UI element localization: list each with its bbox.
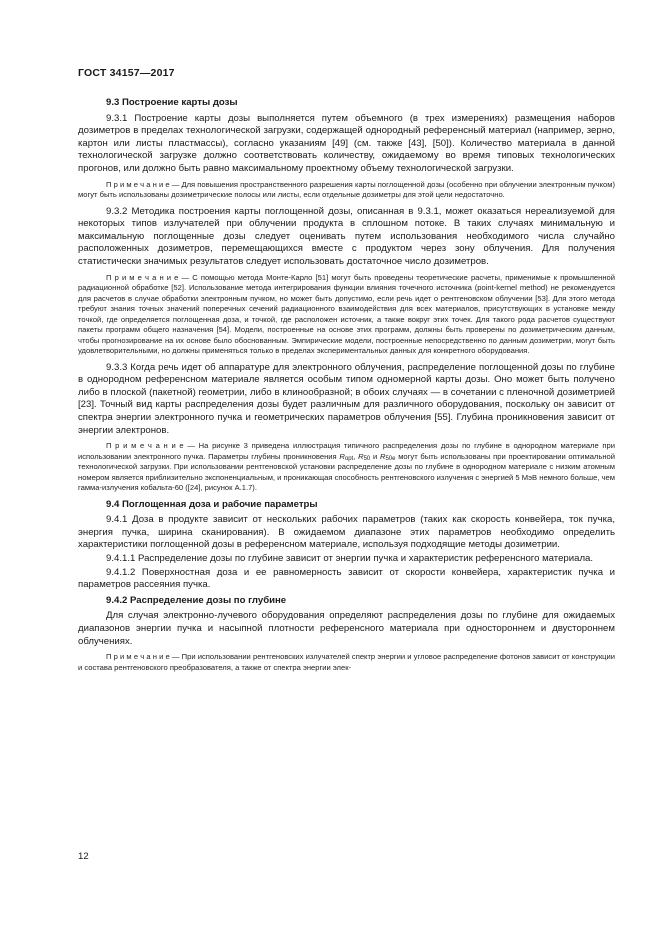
subscript-50: 50 (363, 455, 371, 462)
note-1: П р и м е ч а н и е — Для повышения пространственного разрешения карты поглощенной дозы (особенно при облучении электронным пучком) могут быть использованы дозиметрические полосы или листы, если отдельные дозиметры для этой цели недостаточно. (78, 179, 615, 200)
paragraph-9-4-1-1: 9.4.1.1 Распределение дозы по глубине зависит от энергии пучка и характеристик референсного материала. (106, 552, 594, 564)
section-9-3-title: 9.3 Построение карты дозы (106, 97, 238, 108)
note-3-text-a: П р и м е ч а н и е — На рисунке 3 приведена иллюстрация типичного распределения дозы по глубине в однородном материале при использовании электронного пучка. Параметры глубины проникновения (78, 441, 615, 461)
paragraph-9-4-1-2: 9.4.1.2 Поверхностная доза и ее равномерность зависит от скорости конвейера, характеристик пучка и параметров рассеяния пучка. (78, 566, 615, 591)
paragraph-9-4-2: Для случая электронно-лучевого оборудования определяют распределения дозы по глубине для ожидаемых диапазонов энергии пучка и насыпной плотности референсного материала при одностороннем и двустороннем облучениях. (78, 610, 615, 647)
symbol-r-opt: R (339, 451, 345, 461)
section-9-4-2-title: 9.4.2 Распределение дозы по глубине (106, 594, 287, 606)
note-4: П р и м е ч а н и е — При использовании рентгеновских излучателей спектр энергии и угловое распределение фотонов зависит от конструкции и состава рентгеновского преобразователя, а также от спектра энергии элек- (78, 652, 615, 672)
note-3-text-b: могут быть использованы при проектировании оптимальной технологической загрузки. При использовании рентгеновской установки распределение дозы по глубине в однородном материале с низким атомным номером является приблизительно экспоненциальным, и проникающая способность рентгеновского излучения с энергией 5 МэВ немного больше, чем гамма-излучения кобальта-60 ([24], рисунок А.1.7). (78, 451, 615, 493)
paragraph-9-3-2: 9.3.2 Методика построения карты поглощенной дозы, описанная в 9.3.1, может оказаться нереализуемой для некоторых типов излучателей при облучении продукта в сплошном потоке. В таких случаях минимальную и максимальную поглощенные дозы следует оценивать путем использования необходимого числа случайно расположенных дозиметров, перемещающихся вместе с продуктом через зону облучения. Для получения статистически значимых результатов следует использовать достаточное число дозиметров. (78, 205, 615, 267)
section-9-4-title: 9.4 Поглощенная доза и рабочие параметры (106, 498, 318, 510)
document-header: ГОСТ 34157—2017 (78, 67, 175, 79)
symbol-r-50: R (358, 451, 364, 461)
subscript-opt: opt (344, 455, 354, 462)
page-number: 12 (78, 851, 89, 862)
paragraph-9-4-1: 9.4.1 Доза в продукте зависит от нескольких рабочих параметров (таких как скорость конвейера, ток пучка, энергия пучка, ширина сканирования). В ожидаемом диапазоне этих параметров необходимо определить характеристики поглощенной дозы в референсном материале, используя подходящие методы дозиметрии. (78, 514, 615, 551)
page-content (78, 94, 615, 678)
note-2: П р и м е ч а н и е — С помощью метода Монте-Карло [51] могут быть проведены теоретические расчеты, применимые к промышленной радиационной обработке [52]. Использование метода интегрирования функции влияния точечного источника (point-kernel method) не рекомендуется для расчетов в случае обработки электронным пучком, но может быть допустимо, если речь идет о рентгеновском облучении [53]. Для этого метода требуют знания точных значений поперечных сечений радиационного взаимодействия для всех материалов, присутствующих в установке между точкой, где определяется поглощенная доза, и точкой, где расположен источник, а также вокруг этих точек. Для такого рода расчетов существуют пакеты программ общего назначения [54]. Модели, построенные на основе этих программ, должны быть проверены по дозиметрическим данным, чтобы прогнозирование на их основе было обоснованным. Эмпирические модели, построенные непосредственно по данным дозиметрии, могут быть удовлетворительными, но должны применяться только в пределах экспериментальных данных для конкретного оборудования. (78, 272, 615, 356)
symbol-r-50e: R (379, 451, 386, 461)
note-3: П р и м е ч а н и е — На рисунке 3 приведена иллюстрация типичного распределения дозы по глубине в однородном материале при использовании электронного пучка. Параметры глубины проникновения $R_{opt}$, $R_{50}$ и $R_{50e}$ могут быть использованы при проектировании оптимальной технологической загрузки. При использовании рентгеновской установки распределение дозы по глубине в однородном материале с низким атомным номером является приблизительно экспоненциальным, и проникающая способность рентгеновского излучения с энергией 5 МэВ немного больше, чем гамма-излучения кобальта-60 ([24], рисунок А.1.7). (78, 441, 615, 493)
paragraph-9-3-1: 9.3.1 Построение карты дозы выполняется путем объемного (в трех измерениях) размещения наборов дозиметров в пределах технологической загрузки, содержащей однородный референсный материал (например, зерно, картон или листы пластмассы), согласно указаниям [49] (см. также [43], [50]). Количество материала в данной технологической загрузке должно соответствовать количеству, ожидаемому во время типовых технологических прогонов, или должно быть равно максимальному проектному объему технологической загрузки. (78, 112, 615, 174)
paragraph-9-3-3: 9.3.3 Когда речь идет об аппаратуре для электронного облучения, распределение поглощенной дозы по глубине в однородном референсном материале является особым типом одномерной карты дозы. Оно может быть получено либо в плоской (пакетной) геометрии, либо в клинообразной; в обоих случаях — в сочетании с пленочной дозиметрией [23]. Точный вид карты распределения дозы будет различным для различного оборудования, поскольку он зависит от спектра энергии электронного пучка и геометрических параметров облучения [55]. Глубина проникновения зависит от энергии электронов. (78, 361, 615, 436)
subscript-50e: 50e (385, 455, 396, 462)
